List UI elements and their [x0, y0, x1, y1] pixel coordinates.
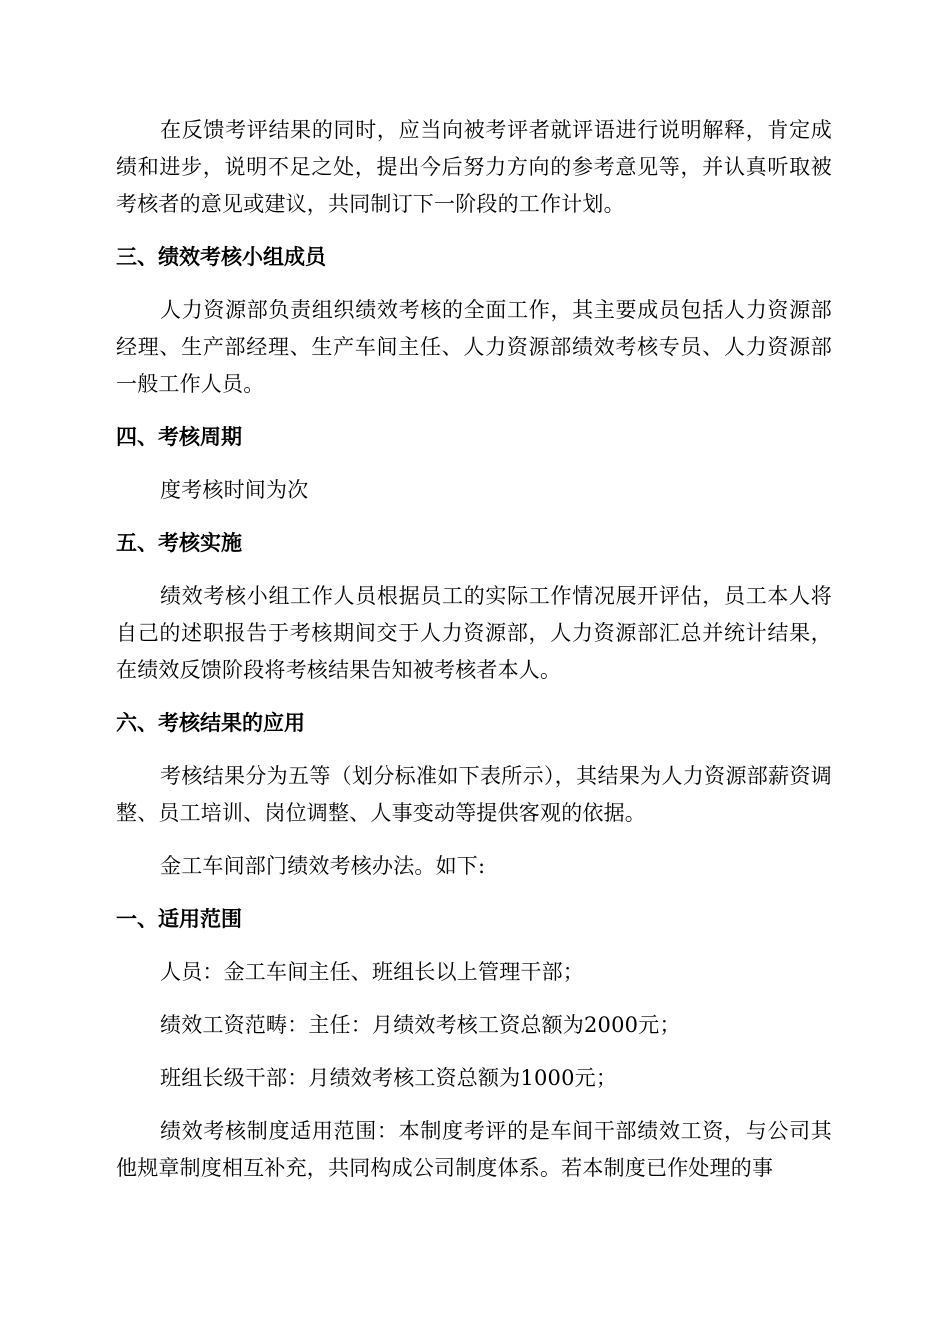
paragraph-personnel: 人员：金工车间主任、班组长以上管理干部； — [160, 960, 584, 984]
paragraph-salary-director: 绩效工资范畴：主任：月绩效考核工资总额为2000元； — [160, 1013, 681, 1037]
paragraph-team-members: 人力资源部负责组织绩效考核的全面工作，其主要成员包括人力资源部经理、生产部经理、生产车间主任、人力资源部绩效考核专员、人力资源部一般工作人员。 — [116, 298, 832, 396]
heading-section-6: 六、考核结果的应用 — [116, 711, 305, 735]
paragraph-cycle: 度考核时间为次 — [160, 478, 309, 502]
paragraph-method-intro: 金工车间部门绩效考核办法。如下: — [160, 854, 486, 878]
paragraph-scope-rules: 绩效考核制度适用范围：本制度考评的是车间干部绩效工资，与公司其他规章制度相互补充，共同构成公司制度体系。若本制度已作处理的事 — [116, 1119, 832, 1180]
heading-section-4: 四、考核周期 — [116, 425, 242, 449]
document-body — [116, 112, 832, 1203]
paragraph-implementation: 绩效考核小组工作人员根据员工的实际工作情况展开评估，员工本人将自己的述职报告于考核期间交于人力资源部，人力资源部汇总并统计结果，在绩效反馈阶段将考核结果告知被考核者本人。 — [116, 584, 832, 682]
paragraph-result-application: 考核结果分为五等（划分标准如下表所示），其结果为人力资源部薪资调整、员工培训、岗位调整、人事变动等提供客观的依据。 — [116, 764, 832, 825]
paragraph-feedback: 在反馈考评结果的同时，应当向被考评者就评语进行说明解释，肯定成绩和进步，说明不足之处，提出今后努力方向的参考意见等，并认真听取被考核者的意见或建议，共同制订下一阶段的工作计划。 — [116, 118, 832, 216]
heading-scope: 一、适用范围 — [116, 907, 242, 931]
heading-section-5: 五、考核实施 — [116, 531, 242, 555]
paragraph-salary-team-leader: 班组长级干部：月绩效考核工资总额为1000元； — [160, 1066, 618, 1090]
heading-section-3: 三、绩效考核小组成员 — [116, 245, 326, 269]
